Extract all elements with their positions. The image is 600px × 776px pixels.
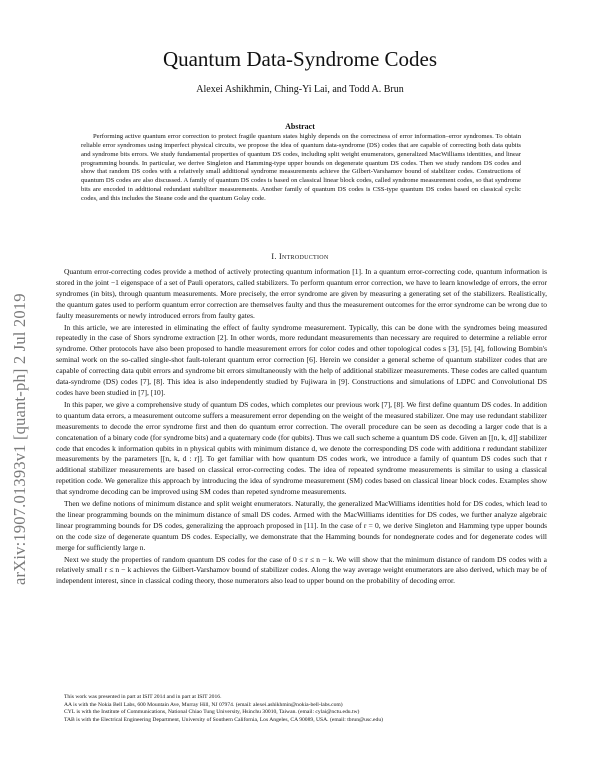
body-paragraph: In this article, we are interested in eliminating the effect of faulty syndrome measurement. Typically, this can be done with the syndromes being measured repeatedly in the case of Shors syndrome extraction [2]. In other words, more redundant measurements than necessary are required to determine a reliable error syndrome. Other protocols have also been proposed to handle measurement errors for color codes and other topological codes s [3], [5], [4], following Bombin's seminal work on the so-called single-shot fault-tolerant quantum error correction [6]. Herein we consider a general scheme of quantum stabilizer codes that are capable of correcting data qubit errors and syndrome bit errors simultaneously with the help of additional stabilizer measurements. These codes are called quantum data-syndrome (DS) codes [7], [8]. This idea is also independently studied by Fujiwara in [9]. Constructions and simulations of LDPC and Convolutional DS codes have been studied in [7], [10].: [56, 322, 547, 397]
body-paragraph: In this paper, we give a comprehensive study of quantum DS codes, which completes our previous work [7], [8]. We first define quantum DS codes. In addition to quantum data errors, a measurement outcome suffers a measurement error depending on the weight of the measured stabilizer. One may use redundant stabilizer measurements to decode the error syndrome first and then do quantum error correction. The overall procedure can be seen as decoding a larger code that is a concatenation of a binary code (for syndrome bits) and a quaternary code (for qubits). Thus we call such scheme a quantum DS code. Given an [[n, k, d]] stabilizer code that encodes k information qubits in n physical qubits with minimum distance d, we denote the corresponding DS code with additiona r redundant stabilizer measurements by the parameters [[n, k, d : r]]. To get familiar with how quantum DS codes work, we introduce a family of quantum DS codes such that r additional stabilizer measurements are based on classical error-correcting codes. The idea of repeated syndrome measurements is similar to using a classical repetition code. We generalize this approach by introducing the idea of syndrome measurement (SM) codes based on classical linear block codes. Examples show that syndrome decoding can be improved using SM codes than repeted syndrome measurements.: [56, 399, 547, 497]
paper-title: Quantum Data-Syndrome Codes: [162, 47, 438, 71]
section-numeral: I.: [271, 252, 277, 261]
arxiv-identifier: arXiv:1907.01393v1 [quant-ph] 2 Jul 2019: [10, 293, 29, 585]
footnote: TAB is with the Electrical Engineering Department, University of Southern California, Los Angeles, CA 90089, USA. (email: tbrun@usc.edu): [64, 716, 383, 723]
body-paragraph: Quantum error-correcting codes provide a method of actively protecting quantum information [1]. In a quantum error-correcting code, quantum information is stored in the joint −1 eigenspace of a set of Pauli operators, called stabilizers. To perform quantum error correction, we have to learn knowledge of errors, the error syndromes (in bits), through quantum measurements. More precisely, the error syndrome are given by measuring a generating set of the stabilizers. Realistically, the quantum gates used to perform quantum error correction are themselves faulty and thus the measurement outcomes for the error syndrome can be wrong due to faulty measurements or newly introduced errors from faulty gates.: [56, 267, 547, 320]
section-title: Introduction: [278, 252, 329, 261]
section-heading: [0, 252, 600, 261]
footnotes: [56, 694, 547, 724]
footnote: CYL is with the Institute of Communications, National Chiao Tung University, Hsinchu 30010, Taiwan. (email: cylai@nctu.edu.tw): [64, 709, 360, 716]
body-paragraph: Then we define notions of minimum distance and split weight enumerators. Naturally, the generalized MacWilliams identities hold for DS codes, which lead to the linear programming bounds on the minimum distance of small DS codes. Armed with the MacWilliams identities for DS codes, we further analyze algebraic linear programming bounds for DS codes, generalizing the approach proposed in [11]. In the case of r = 0, we derive Singleton and Hamming type upper bounds on the code size of degenerate quantum DS codes. Especially, we demonstrate that the Hamming bounds for nondegnerate codes and for degenerate codes will merge for sufficiently large n.: [56, 499, 547, 552]
body-paragraph: Next we study the properties of random quantum DS codes for the case of 0 ≤ r ≤ n − k. We will show that the minimum distance of random DS codes with a relatively small r ≤ n − k achieves the Gilbert-Varshamov bound of stabilizer codes. Along the way average weight enumerators are also derived, which may be of independent interest, since in classical coding theory, those numerators also lead to upper bound on the probability of decoding error.: [56, 554, 547, 586]
abstract-text: Performing active quantum error correction to protect fragile quantum states highly depends on the correctness of error information–error syndromes. To obtain reliable error syndromes using imperfect physical circuits, we propose the idea of quantum data-syndrome (DS) codes that are capable of correcting both data qubits and syndrome bits errors. We study fundamental properties of quantum DS codes, including split weight enumerators, generalized MacWilliams identities, and linear programming bounds. In particular, we derive Singleton and Hamming-type upper bounds on degenerate quantum DS codes. Then we study random DS codes and show that random DS codes with a relatively small additional syndrome measurements achieve the Gilbert-Varshamov bound of stabilizer codes. Constructions of quantum DS codes are also discussed. A family of quantum DS codes is based on classical linear block codes, called syndrome measurement codes, so that syndrome bits are encoded in additional redundant stabilizer measurements. Another family of quantum DS codes is CSS-type quantum DS codes based on classical cyclic codes, and this includes the Steane code and the quantum Golay code.: [81, 133, 521, 202]
footnote: AA is with the Nokia Bell Labs, 600 Mountain Ave, Murray Hill, NJ 07974. (email: alexei.ashikhmin@nokia-bell-labs.com): [64, 701, 343, 708]
author-list: Alexei Ashikhmin, Ching-Yi Lai, and Todd A. Brun: [196, 84, 404, 95]
footnote: This work was presented in part at ISIT 2014 and in part at ISIT 2016.: [64, 694, 222, 700]
abstract-heading: Abstract: [285, 122, 315, 131]
introduction-body: [56, 267, 547, 588]
